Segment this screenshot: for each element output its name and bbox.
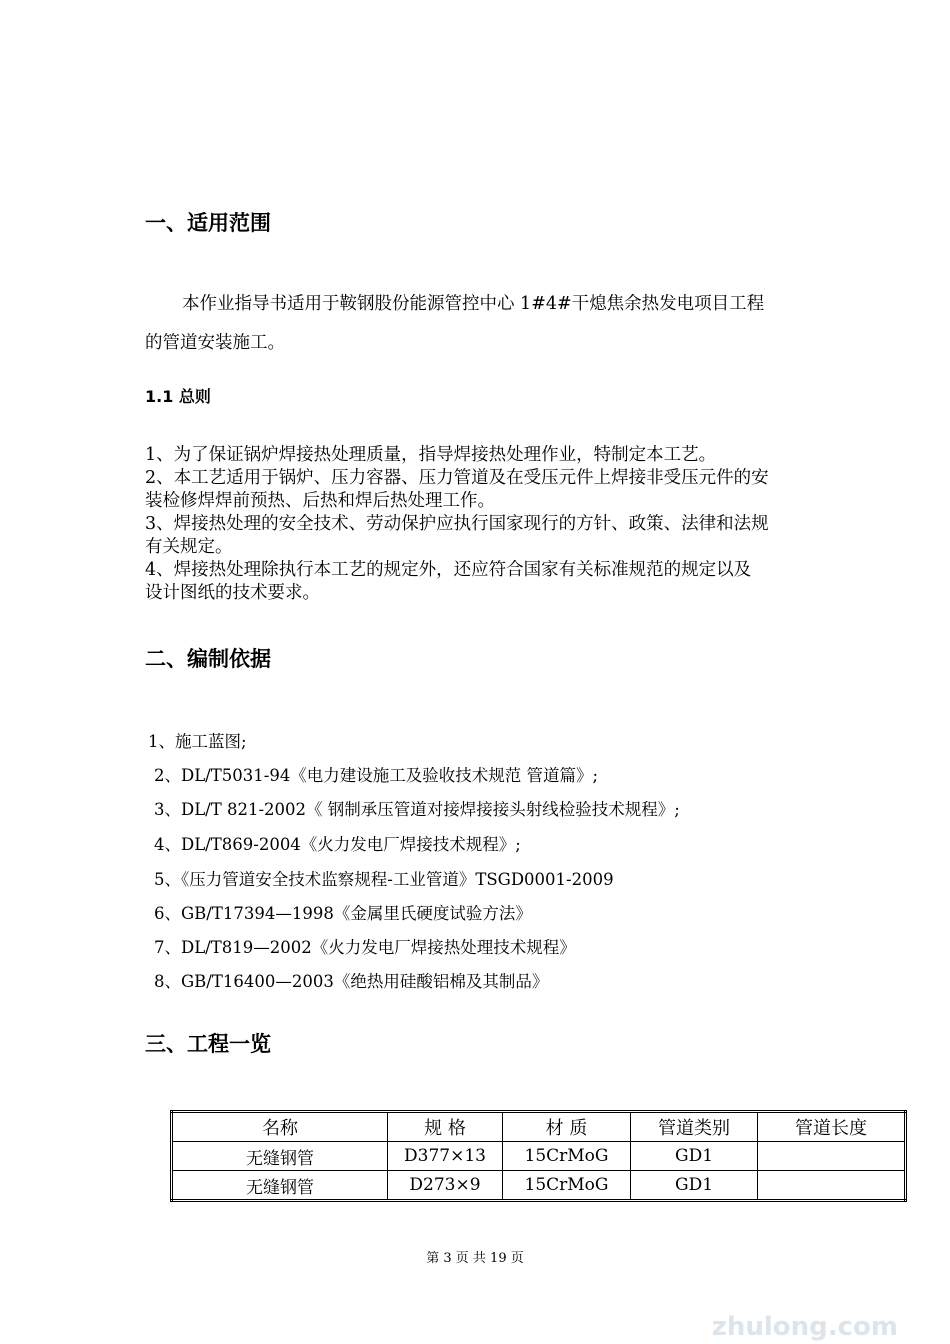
table-cell: D377×13 <box>388 1142 503 1171</box>
list-item: 3、焊接热处理的安全技术、劳动保护应执行国家现行的方针、政策、法律和法规 <box>145 514 769 534</box>
general-rules-list <box>145 444 769 605</box>
list-item: 1、为了保证锅炉焊接热处理质量，指导焊接热处理作业，特制定本工艺。 <box>145 445 717 465</box>
table-cell <box>758 1171 906 1201</box>
table-row <box>172 1142 906 1171</box>
list-item: 2、DL/T5031-94《电力建设施工及验收技术规范 管道篇》; <box>154 766 599 785</box>
list-item: 装检修焊焊前预热、后热和焊后热处理工作。 <box>145 491 495 511</box>
table-header-cell: 材 质 <box>503 1112 631 1142</box>
table-header-row <box>172 1112 906 1142</box>
list-item: 4、焊接热处理除执行本工艺的规定外，还应符合国家有关标准规范的规定以及 <box>145 560 752 580</box>
section-heading-overview: 三、工程一览 <box>145 1032 271 1056</box>
list-item: 2、本工艺适用于锅炉、压力容器、压力管道及在受压元件上焊接非受压元件的安 <box>145 468 769 488</box>
list-item: 1、施工蓝图; <box>148 732 247 751</box>
table-header-cell: 管道长度 <box>758 1112 906 1142</box>
table-row <box>172 1171 906 1201</box>
table-cell: 15CrMoG <box>503 1171 631 1201</box>
table-cell <box>758 1142 906 1171</box>
list-item: 3、DL/T 821-2002《 钢制承压管道对接焊接接头射线检验技术规程》; <box>154 800 680 819</box>
project-overview-table <box>170 1110 907 1202</box>
list-item: 5、《压力管道安全技术监察规程-工业管道》TSGD0001-2009 <box>154 870 614 889</box>
list-item: 4、DL/T869-2004《火力发电厂焊接技术规程》; <box>154 835 521 854</box>
list-item: 8、GB/T16400—2003《绝热用硅酸铝棉及其制品》 <box>154 972 549 991</box>
table-cell: 无缝钢管 <box>172 1142 388 1171</box>
table-cell: 15CrMoG <box>503 1142 631 1171</box>
table-header-cell: 名称 <box>172 1112 388 1142</box>
table-header-cell: 规 格 <box>388 1112 503 1142</box>
section-heading-basis: 二、编制依据 <box>145 647 271 671</box>
list-item: 6、GB/T17394—1998《金属里氏硬度试验方法》 <box>154 904 532 923</box>
table-cell: D273×9 <box>388 1171 503 1201</box>
table-header-cell: 管道类别 <box>631 1112 758 1142</box>
subsection-heading-general: 1.1 总则 <box>145 387 211 406</box>
table-cell: GD1 <box>631 1142 758 1171</box>
page-footer: 第 3 页 共 19 页 <box>426 1251 524 1266</box>
list-item: 7、DL/T819—2002《火力发电厂焊接热处理技术规程》 <box>154 938 576 957</box>
table-cell: 无缝钢管 <box>172 1171 388 1201</box>
list-item: 有关规定。 <box>145 537 233 557</box>
list-item: 设计图纸的技术要求。 <box>145 583 320 603</box>
scope-paragraph-line-2: 的管道安装施工。 <box>145 333 285 353</box>
watermark: zhulong.com <box>711 1312 898 1342</box>
table-cell: GD1 <box>631 1171 758 1201</box>
scope-paragraph-line-1: 本作业指导书适用于鞍钢股份能源管控中心 1#4#干熄焦余热发电项目工程 <box>182 294 765 314</box>
section-heading-scope: 一、适用范围 <box>145 211 271 235</box>
